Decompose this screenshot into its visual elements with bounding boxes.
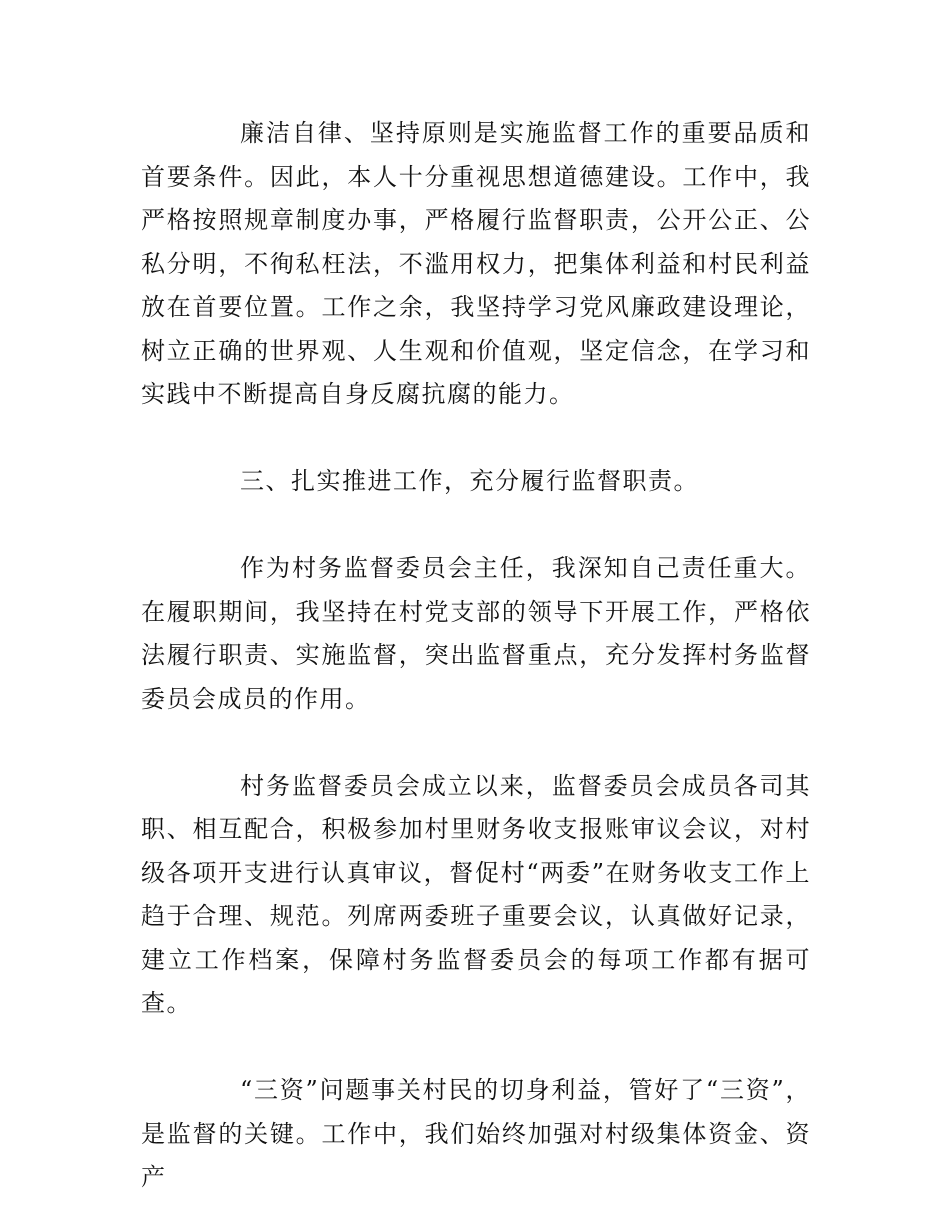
document-body bbox=[141, 112, 811, 1200]
paragraph-integrity: 廉洁自律、坚持原则是实施监督工作的重要品质和首要条件。因此，本人十分重视思想道德建设。工作中，我严格按照规章制度办事，严格履行监督职责，公开公正、公私分明，不徇私枉法，不滥用权力，把集体利益和村民利益放在首要位置。工作之余，我坚持学习党风廉政建设理论，树立正确的世界观、人生观和价值观，坚定信念，在学习和实践中不断提高自身反腐抗腐的能力。 bbox=[141, 119, 811, 408]
paragraph-three-assets: “三资”问题事关村民的切身利益，管好了“三资”，是监督的关键。工作中，我们始终加强对村级集体资金、资产 bbox=[141, 1076, 811, 1191]
paragraph-committee: 村务监督委员会成立以来，监督委员会成员各司其职、相互配合，积极参加村里财务收支报账审议会议，对村级各项开支进行认真审议，督促村“两委”在财务收支工作上趋于合理、规范。列席两委班子重要会议，认真做好记录，建立工作档案，保障村务监督委员会的每项工作都有据可查。 bbox=[141, 771, 811, 1017]
paragraph-duties: 作为村务监督委员会主任，我深知自己责任重大。在履职期间，我坚持在村党支部的领导下开展工作，严格依法履行职责、实施监督，突出监督重点，充分发挥村务监督委员会成员的作用。 bbox=[141, 554, 811, 713]
section-heading-three: 三、扎实推进工作，充分履行监督职责。 bbox=[240, 467, 699, 495]
